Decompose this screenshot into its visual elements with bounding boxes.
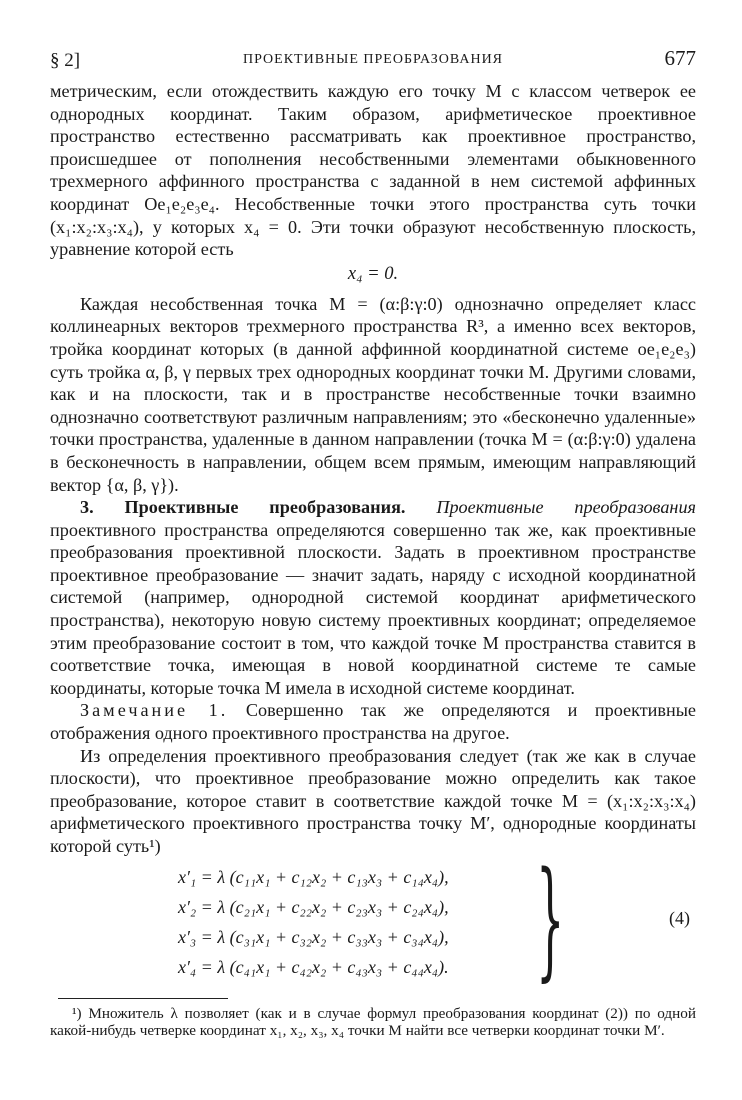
paragraph-improper-points: Каждая несобственная точка M = (α:β:γ:0) однозначно определяет класс коллинеарных векторов трехмерного пространства R³, а именно всех векторов, тройка координат которых (в данной аффинной координатной системе oe₁e₂e₃) суть тройка α, β, γ первых трех однородных координат точки M. Другими словами, как и на плоскости, так и в пространстве несобственные точки взаимно однозначно соответствуют различным направлениям; это «бесконечно удаленные» точки пространства, удаленные в данном направлении (точка M = (α:β:γ:0) удалена в бесконечность в направлении, общем всем прямым, имеющим направляющий вектор {α, β, γ}).	[50, 293, 696, 495]
equation-line: x′₂ = λ (c₂₁x₁ + c₂₂x₂ + c₂₃x₃ + c₂₄x₄),	[178, 896, 449, 917]
remark-label: Замечание 1.	[80, 700, 229, 721]
footnote-rule	[58, 998, 228, 999]
running-title: ПРОЕКТИВНЫЕ ПРЕОБРАЗОВАНИЯ	[242, 52, 504, 67]
remark-text: Совершенно так же определяются и проективные отображения одного проективного пространства на другое.	[50, 700, 696, 744]
section-marker: § 2]	[50, 50, 81, 71]
right-brace: }	[536, 844, 565, 994]
equation-line: x′₃ = λ (c₃₁x₁ + c₃₂x₂ + c₃₃x₃ + c₃₄x₄),	[178, 926, 449, 947]
equation-system	[50, 844, 696, 994]
section-heading: 3. Проективные преобразования.	[80, 497, 406, 518]
paragraph-projective-transformations	[50, 496, 696, 699]
paragraph-definition: Из определения проективного преобразования следует (так же как в случае плоскости), что проективное преобразование можно определить как такое преобразование, которое ставит в соответствие каждой точке M = (x₁:x₂:x₃:x₄) арифметического проективного пространства точку M′, однородные координаты которой суть¹)	[50, 745, 696, 856]
paragraph-continuation: метрическим, если отождествить каждую его точку M с классом четверок ее однородных координат. Таким образом, арифметическое проективное пространство естественно рассматривать как проективное пространство, происшедшее от пополнения несобственными элементами обыкновенного трехмерного аффинного пространства с заданной в нем системой аффинных координат Oe₁e₂e₃e₄. Несобственные точки этого пространства суть точки (x₁:x₂:x₃:x₄), у которых x₄ = 0. Эти точки образуют несобственную плоскость, уравнение которой есть	[50, 81, 696, 260]
running-header	[50, 44, 696, 80]
equation-number: (4)	[669, 907, 690, 928]
equation-line: x′₁ = λ (c₁₁x₁ + c₁₂x₂ + c₁₃x₃ + c₁₄x₄),	[178, 866, 449, 887]
equation-line: x′₄ = λ (c₄₁x₁ + c₄₂x₂ + c₄₃x₃ + c₄₄x₄).	[178, 956, 449, 977]
plane-equation: x₄ = 0.	[347, 263, 399, 284]
heading-italic-term: Проективные преобразования	[436, 497, 696, 518]
remark-paragraph	[50, 699, 696, 744]
page-number: 677	[664, 46, 696, 70]
footnote: ¹) Множитель λ позволяет (как и в случае формул преобразования координат (2)) по одной какой-нибудь четверке координат x₁, x₂, x₃, x₄ точки M найти все четверки координат точки M′.	[50, 1004, 696, 1040]
book-page	[50, 44, 696, 1040]
paragraph-body: проективного пространства определяются совершенно так же, как проективные преобразования проективной плоскости. Задать в проективном пространстве проективное преобразование — значит задать, наряду с исходной координатной системой (например, однородной системой координат арифметического пространства), некоторую новую систему проективных координат; определяемое этим преобразование состоит в том, что каждой точке M пространства ставится в соответствие точка, имеющая в новой координатной системе те самые координаты, которые точка M имела в исходной системе координат.	[50, 519, 696, 698]
